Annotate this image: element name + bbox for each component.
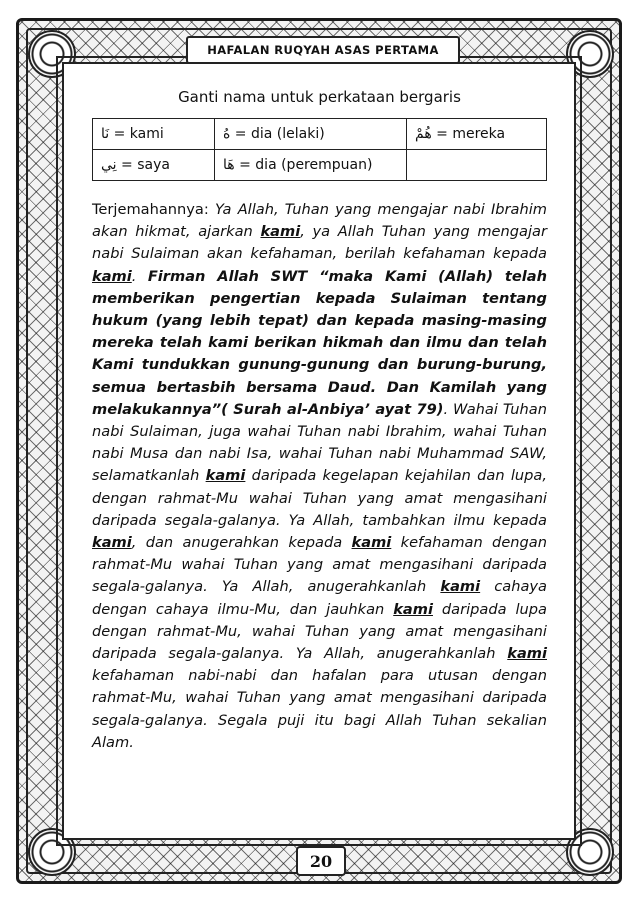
prayer-text: , ya Allah Tuhan yang mengajar nabi Sulaiman akan kefahaman, berilah kefahaman kepada (92, 223, 547, 263)
meaning: = mereka (436, 126, 506, 142)
underlined-word: kami (92, 267, 132, 285)
table-row (93, 150, 547, 181)
page-number-text: 20 (309, 851, 333, 871)
table-cell (215, 150, 407, 181)
prayer-text: daripada kegelapan kejahilan dan lupa, dengan rahmat-Mu wahai Tuhan yang amat mengasihani daripada segala-galanya. Ya Allah, tambahkan ilmu kepada (92, 467, 547, 529)
prayer-text: Ya Allah, Tuhan yang mengajar nabi Ibrahim akan hikmat, ajarkan (92, 201, 547, 241)
table-cell (93, 119, 215, 150)
arabic-word: نِي (101, 157, 117, 173)
page-header (186, 36, 460, 64)
label-terjemahan: Terjemahannya: (92, 201, 215, 218)
arabic-word: نَا (101, 126, 110, 142)
underlined-word: kami (507, 645, 547, 663)
table-cell (407, 119, 547, 150)
prayer-text: , dan anugerahkan kepada (131, 534, 352, 552)
table-cell-empty (407, 150, 547, 181)
prayer-text: cahaya dengan cahaya ilmu-Mu, dan jauhkan (92, 578, 547, 618)
instruction-text: Ganti nama untuk perkataan bergaris (178, 88, 461, 106)
arabic-word: هُ (223, 126, 231, 142)
meaning: = dia (lelaki) (234, 126, 325, 142)
page-number (296, 846, 346, 876)
vocabulary-table (92, 118, 547, 181)
table-cell (215, 119, 407, 150)
prayer-text: kefahaman dengan rahmat-Mu wahai Tuhan yang amat mengasihani daripada segala-galanya. Ya Allah, anugerahkanlah (92, 534, 548, 596)
prayer-text: kefahaman nabi-nabi dan hafalan para utusan dengan rahmat-Mu, wahai Tuhan yang amat mengasihani daripada segala-galanya. Segala puji itu bagi Allah Tuhan sekalian Alam. (92, 667, 547, 751)
meaning: = dia (perempuan) (239, 157, 373, 173)
meaning: = saya (121, 157, 170, 173)
underlined-word: kami (92, 534, 132, 552)
prayer-text: daripada lupa dengan rahmat-Mu, wahai Tuhan yang amat mengasihani daripada segala-galanya. Ya Allah, anugerahkanlah (92, 600, 547, 663)
page-content (92, 88, 547, 769)
quran-quote: Firman Allah SWT “maka Kami (Allah) telah memberikan pengertian kepada Sulaiman tentang hukum (yang lebih tepat) dan kepada masing-masing mereka telah kami berikan hikmah dan ilmu dan telah Kami tundukkan gunung-gunung dan burung-burung, semua bertasbih bersama Daud. Dan Kamilah yang melakukannya”( Surah al-Anbiya’ ayat 79) (92, 267, 548, 418)
prayer-text: . (131, 267, 148, 285)
arabic-word: هُمْ (415, 126, 432, 142)
translation-paragraph (92, 199, 547, 754)
prayer-text: . Wahai Tuhan nabi Sulaiman, juga wahai Tuhan nabi Ibrahim, wahai Tuhan nabi Musa dan nabi Isa, wahai Tuhan nabi Muhammad SAW, selamatkanlah (92, 400, 547, 485)
table-cell (93, 150, 215, 181)
underlined-word: kami (393, 600, 433, 618)
underlined-word: kami (351, 534, 392, 552)
arabic-word: هَا (223, 157, 235, 173)
header-title: HAFALAN RUQYAH ASAS PERTAMA (207, 43, 439, 57)
table-row (93, 119, 547, 150)
underlined-word: kami (205, 467, 246, 485)
underlined-word: kami (440, 578, 481, 596)
meaning: = kami (113, 126, 164, 142)
underlined-word: kami (260, 223, 301, 241)
